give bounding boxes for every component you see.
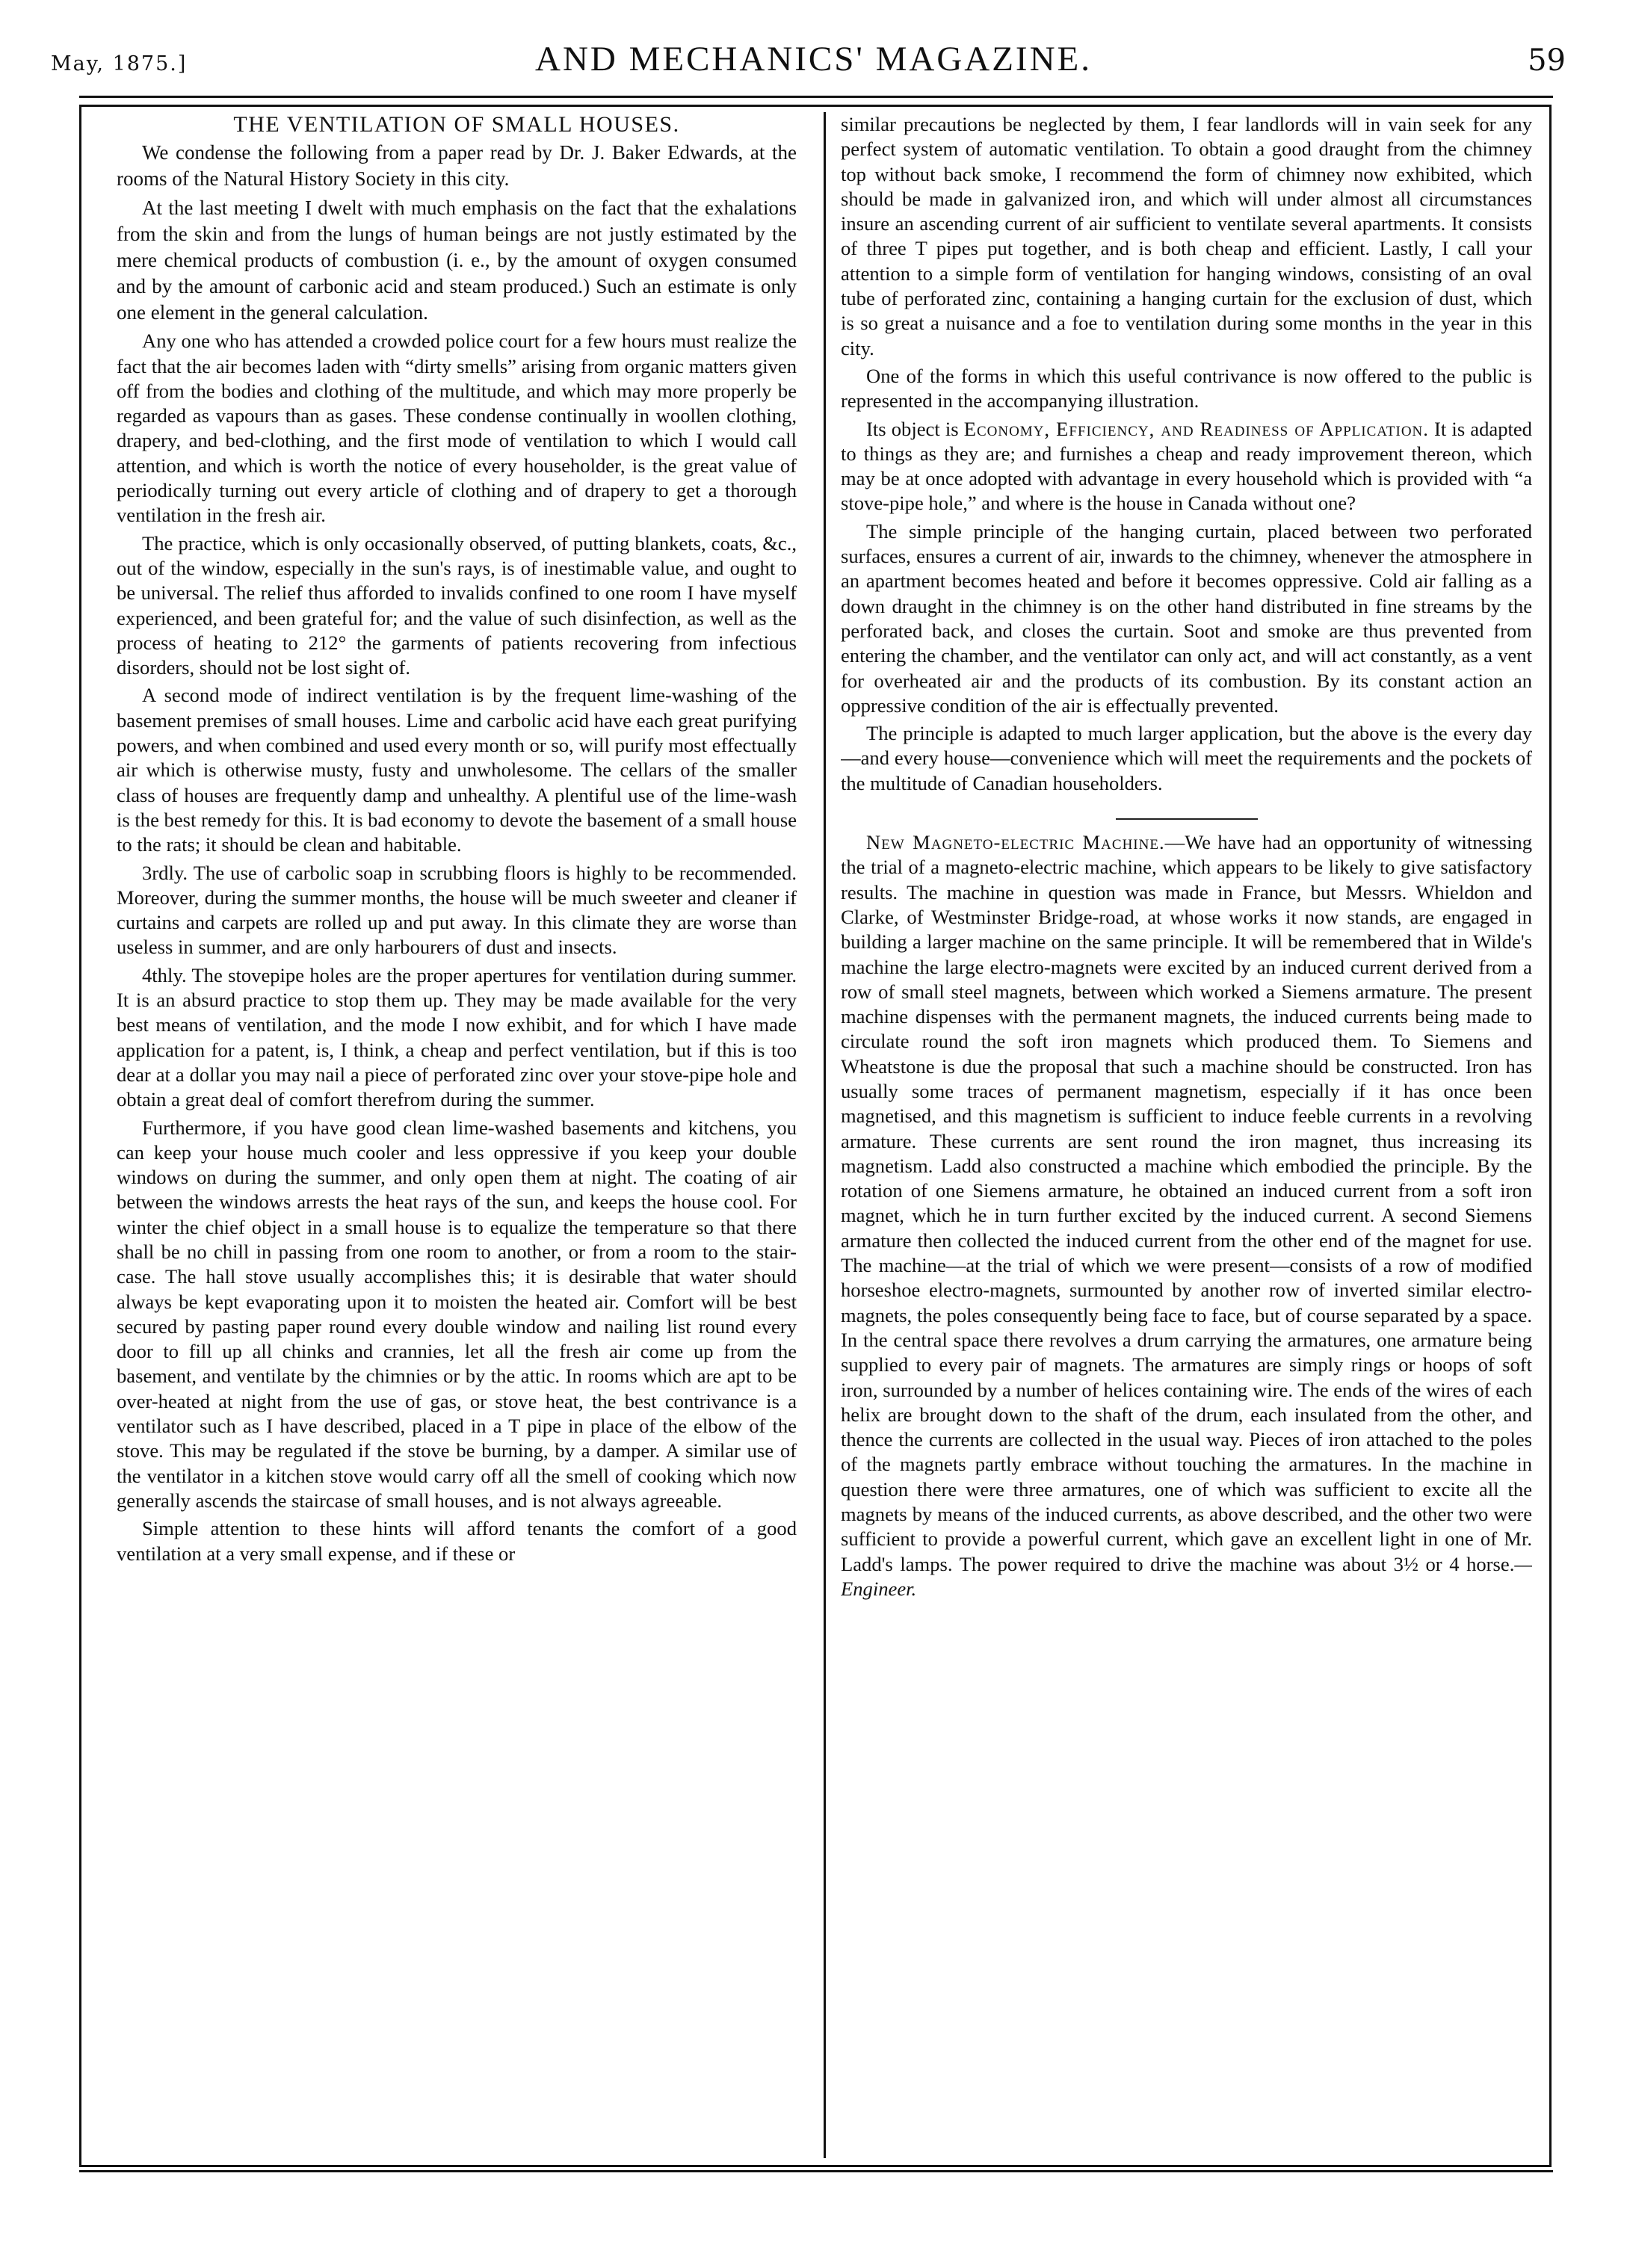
- footer-rule: [79, 2170, 1553, 2172]
- paragraph: At the last meeting I dwelt with much emphasis on the fact that the exhalations from the skin and from the lungs of human beings are not justly estimated by the mere chemical products of combustion (i. e., by the amount of oxygen consumed and by the amount of carbonic acid and steam produced.) Such an estimate is only one element in the general calculation.: [117, 197, 797, 324]
- header-rule: [79, 96, 1553, 98]
- paragraph: [841, 417, 1532, 516]
- magneto-article: [841, 830, 1532, 1601]
- paragraph-rest: It is adapted to things as they are; and furnishes a cheap and ready improvement thereon, which may be at once adopted with advantage in every household which is provided with “a stove-pipe hole,” and where is the house in Canada without one?: [841, 417, 1532, 515]
- issue-date: May, 1875.]: [51, 52, 188, 75]
- column-separator: [824, 112, 826, 2158]
- right-column: [841, 112, 1532, 2160]
- paragraph: Furthermore, if you have good clean lime-washed basements and kitchens, you can keep your house much cooler and less oppressive if you keep your double windows on during the summer, and only open them at night. The coating of air between the windows arrests the heat rays of the sun, and keeps the house cool. For winter the chief object in a small house is to equalize the temperature so that there shall be no chill in passing from one room to another, or from a room to the stair-case. The hall stove usually accomplishes this; it is desirable that water should always be kept evaporating upon it to moisten the heated air. Comfort will be best secured by pasting paper round every double window and nailing list round every door to fill up all chinks and crannies, let all the fresh air come up from the basement, and ventilate by the chimnies or by the attic. In rooms which are apt to be over-heated at night from the use of gas, or stove heat, the best contrivance is a ventilator such as I have described, placed in a T pipe in place of the elbow of the stove. This may be regulated if the stove be burning, by a damper. A similar use of the ventilator in a kitchen stove would carry off all the smell of cooking which now generally ascends the staircase of small houses, and is not always agreeable.: [117, 1116, 797, 1512]
- paragraph: The principle is adapted to much larger application, but the above is the every day—and every house—convenience which will meet the requirements and the pockets of the multitude of Canadian householders.: [841, 722, 1532, 794]
- paragraph: A second mode of indirect ventilation is by the frequent lime-washing of the basement premises of small houses. Lime and carbolic acid have each great purifying powers, and when combined and used every month or so, will purify most effectually air which is otherwise musty, fusty and unwholesome. The cellars of the smaller class of houses are frequently damp and unhealthy. A plentiful use of the lime-wash is the best remedy for this. It is bad economy to devote the basement of a small house to the rats; it should be clean and habitable.: [117, 684, 797, 856]
- magneto-body: —We have had an opportunity of witnessing the trial of a magneto-electric machine, which appears to be likely to give satisfactory results. The machine in question was made in France, but Messrs. Whieldon and Clarke, of Westminster Bridge-road, at whose works it now stands, are engaged in building a larger machine on the same principle. It will be remembered that in Wilde's machine the large electro-magnets were excited by an induced current derived from a row of small steel magnets, between which worked a Siemens armature. The present machine dispenses with the permanent magnets, the induced currents being made to circulate round the soft iron magnets which produced them. To Siemens and Wheatstone is due the proposal that such a machine should be constructed. Iron has usually some traces of permanent magnetism, especially if it has once been magnetised, and this magnetism is sufficient to induce feeble currents in a revolving armature. These currents are sent round the iron magnet, thus increasing its magnetism. Ladd also constructed a machine which embodied the principle. By the rotation of one Siemens armature, he obtained an induced current from a soft iron magnet, which he in turn further excited by the induced current. A second Siemens armature then collected the induced current from the other end of the magnet for use. The machine—at the trial of which we were present—consists of a row of modified horseshoe electro-magnets, surmounted by another row of inverted similar electro-magnets, the poles consequently being face to face, but of course separated by a space. In the central space there revolves a drum carrying the armatures, one armature being supplied to every pair of magnets. The armatures are simply rings or hoops of soft iron, surrounded by a number of helices containing wire. The ends of the wires of each helix are brought down to the shaft of the drum, each insulated from the other, and thence the currents are collected in the usual way. Pieces of iron attached to the poles of the magnets partly embrace without touching the armatures. In the machine in question there were three armatures, one of which was sufficient to excite all the magnets by means of the induced currents, as above described, and the other two were sufficient to provide a powerful current, which gave an excellent light in one of Mr. Ladd's lamps. The power required to drive the machine was about 3½ or 4 horse.: [841, 831, 1532, 1575]
- magneto-heading: New Magneto-electric Machine.: [866, 831, 1165, 854]
- paragraph-lead: Its object is: [866, 417, 964, 440]
- paragraph: similar precautions be neglected by them, I fear landlords will in vain seek for any perfect system of automatic ventilation. To obtain a good draught from the chimney top without back smoke, I recommend the form of chimney now exhibited, which should be made in galvanized iron, and which will under almost all circumstances insure an ascending current of air sufficient to ventilate several apartments. It consists of three T pipes put together, and is both cheap and efficient. Lastly, I call your attention to a simple form of ventilation for hanging windows, consisting of an oval tube of perforated zinc, containing a hanging curtain for the exclusion of dust, which is so great a nuisance and a foe to ventilation during some months in the year in this city.: [841, 113, 1532, 359]
- paragraph: Simple attention to these hints will afford tenants the comfort of a good ventilation at a very small expense, and if these or: [117, 1517, 797, 1565]
- paragraph: The practice, which is only occasionally observed, of putting blankets, coats, &c., out of the window, especially in the sun's rays, is of inestimable value, and ought to be universal. The relief thus afforded to invalids confined to one room I have myself experienced, and been grateful for; and the value of such disinfection, as well as the process of heating to 212° the garments of patients recovering from infectious disorders, should not be lost sight of.: [117, 531, 797, 679]
- section-divider: [841, 805, 1532, 815]
- small-caps-phrase: Economy, Efficiency, and Readiness of Application.: [963, 417, 1429, 440]
- paragraph: The simple principle of the hanging curtain, placed between two perforated surfaces, ensures a current of air, inwards to the chimney, whenever the atmosphere in an apartment becomes heated and before it becomes oppressive. Cold air falling as a down draught in the chimney is on the other hand distributed in fine streams by the perforated back, and closes the curtain. Soot and smoke are thus prevented from entering the chamber, and the ventilator can only act, and will act constantly, as a vent for overheated air and the products of its combustion. By its constant action an oppressive condition of the air is effectually prevented.: [841, 519, 1532, 717]
- paragraph: Any one who has attended a crowded police court for a few hours must realize the fact that the air becomes laden with “dirty smells” arising from organic matters given off from the bodies and clothing of the multitude, and which may more properly be regarded as vapours than as gases. These condense continually in woollen clothing, drapery, and bed-clothing, and the first mode of ventilation to which I would call attention, and which is worth the notice of every householder, is the great value of periodically turning out every article of clothing and of drapery to get a thorough ventilation in the fresh air.: [117, 330, 797, 527]
- article-title: THE VENTILATION OF SMALL HOUSES.: [233, 112, 680, 137]
- magneto-source: —Engineer.: [841, 1552, 1532, 1600]
- left-column: [117, 112, 797, 2160]
- paragraph: 3rdly. The use of carbolic soap in scrubbing floors is highly to be recommended. Moreover, during the summer months, the house will be much sweeter and cleaner if curtains and carpets are rolled up and put away. In this climate they are worse than useless in summer, and are only harbourers of dust and insects.: [117, 861, 797, 959]
- article-intro: We condense the following from a paper read by Dr. J. Baker Edwards, at the rooms of the Natural History Society in this city.: [117, 141, 797, 191]
- paragraph: One of the forms in which this useful contrivance is now offered to the public is represented in the accompanying illustration.: [841, 364, 1532, 412]
- journal-title: AND MECHANICS' MAGAZINE.: [535, 40, 1092, 78]
- page-header: [0, 39, 1627, 84]
- page-number: 59: [1528, 43, 1566, 78]
- paragraph: 4thly. The stovepipe holes are the proper apertures for ventilation during summer. It is an absurd practice to stop them up. They may be made available for the very best means of ventilation, and the mode I now exhibit, and for which I have made application for a patent, is, I think, a cheap and perfect ventilation, but if this is too dear at a dollar you may nail a piece of perforated zinc over your stove-pipe hole and obtain a great deal of comfort therefrom during the summer.: [117, 963, 797, 1111]
